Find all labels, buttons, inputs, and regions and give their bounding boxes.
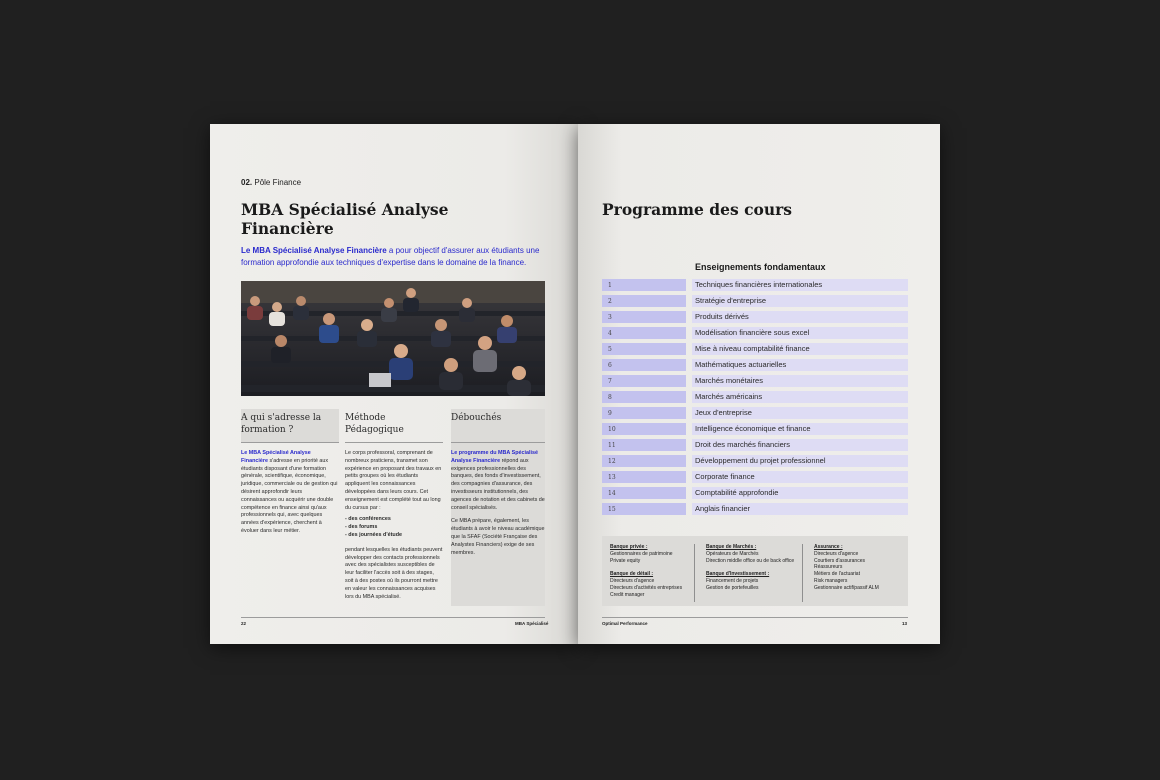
section-label: 02. Pôle Finance xyxy=(241,178,302,187)
course-row xyxy=(602,359,908,371)
course-row xyxy=(602,423,908,435)
careers-text-continued: Ce MBA prépare, également, les étudiants à avoir le niveau académique que la SFAF (Société Française des Analystes Financiers) exige de ses membres. xyxy=(451,518,545,556)
page-title: MBA Spécialisé Analyse Financière xyxy=(241,200,449,238)
course-name: Intelligence économique et finance xyxy=(692,423,908,435)
audience-text: Le MBA Spécialisé Analyse Financière s'adresse en priorité aux étudiants disposant d'une formation générale, scientifique, économique, juridique, commerciale ou de gestion qui désirent approfondir leurs connaissances ou acquérir une double compétence en finance ainsi qu'aux professionnels qui, avec quelques années d'expérience, cherchent à évoluer dans leur métier. xyxy=(241,450,338,534)
careers-col-insurance: Assurance : Directeurs d'agence Courtiers d'assurances Réassureurs Métiers de l'actuariat Risk managers Gestionnaire actif/passif ALM xyxy=(814,544,879,591)
course-row xyxy=(602,455,908,467)
course-row xyxy=(602,503,908,515)
method-text-continued: pendant lesquelles les étudiants peuvent développer des contacts professionnels avec des spécialistes susceptibles de leur faciliter l'accès soit à des stages, soit à des postes où ils pourront mettre en valeur les connaissances acquises lors du MBA spécialisé. xyxy=(345,546,443,600)
audience-heading: A qui s'adresse la formation ? xyxy=(241,409,339,443)
course-row xyxy=(602,487,908,499)
course-number: 4 xyxy=(602,327,686,339)
method-list-item: - des forums xyxy=(345,524,378,531)
course-number: 10 xyxy=(602,423,686,435)
course-number: 7 xyxy=(602,375,686,387)
course-name: Mathématiques actuarielles xyxy=(692,359,908,371)
info-columns xyxy=(241,409,545,606)
page-number: 13 xyxy=(902,621,908,626)
course-row xyxy=(602,311,908,323)
course-row xyxy=(602,295,908,307)
course-name: Modélisation financière sous excel xyxy=(692,327,908,339)
course-number: 9 xyxy=(602,407,686,419)
careers-box xyxy=(602,536,908,606)
careers-text: Le programme du MBA Spécialisé Analyse Financière répond aux exigences professionnelles des banques, des fonds d'investissement, des compagnies d'assurance, des investisseurs institutionnels, des agences de notation et des cabinets de conseil spécialisés. Ce MBA prépare, également, les étudiants à avoir le niveau académique que la SFAF (Société Française des Analystes Financiers) exige de ses membres. xyxy=(451,450,545,556)
course-number: 15 xyxy=(602,503,686,515)
course-name: Marchés monétaires xyxy=(692,375,908,387)
careers-column xyxy=(451,409,545,606)
course-number: 3 xyxy=(602,311,686,323)
course-name: Comptabilité approfondie xyxy=(692,487,908,499)
course-row xyxy=(602,439,908,451)
method-list-item: - des conférences xyxy=(345,516,391,523)
course-name: Anglais financier xyxy=(692,503,908,515)
course-name: Droit des marchés financiers xyxy=(692,439,908,451)
course-row xyxy=(602,327,908,339)
course-number: 2 xyxy=(602,295,686,307)
right-page xyxy=(578,124,940,644)
careers-divider xyxy=(802,544,803,602)
footer-label: Optimal Performance xyxy=(602,621,648,626)
method-text: Le corps professoral, comprenant de nombreux praticiens, transmet son expérience en proposant des travaux en petits groupes où les étudiants appliquent les connaissances développées dans leurs cours. Cet enseignement est complété tout au long du cursus par : - des conférences - des forums - des journées d'étude pendant lesquelles les étudiants peuvent développer des contacts professionnels avec des spécialistes susceptibles de leur faciliter l'accès soit à des stages, soit à des postes où ils pourront mettre en valeur les connaissances acquises lors du MBA spécialisé. xyxy=(345,450,443,600)
course-name: Techniques financières internationales xyxy=(692,279,908,291)
course-number: 8 xyxy=(602,391,686,403)
program-title: Programme des cours xyxy=(602,200,793,219)
course-name: Mise à niveau comptabilité finance xyxy=(692,343,908,355)
course-row xyxy=(602,279,908,291)
page-number: 22 xyxy=(241,621,247,626)
method-column xyxy=(345,409,443,606)
course-number: 12 xyxy=(602,455,686,467)
course-row xyxy=(602,471,908,483)
audience-column xyxy=(241,409,339,606)
course-name: Développement du projet professionnel xyxy=(692,455,908,467)
careers-heading: Débouchés xyxy=(451,409,545,443)
course-row xyxy=(602,407,908,419)
method-heading: Méthode Pédagogique xyxy=(345,409,443,443)
course-name: Marchés américains xyxy=(692,391,908,403)
careers-col-private-retail: Banque privée : Gestionnaires de patrimoine Private equity Banque de détail : Directeurs d'agence Directeurs d'activités entreprises Credit manager xyxy=(610,544,683,598)
course-number: 11 xyxy=(602,439,686,451)
course-name: Stratégie d'entreprise xyxy=(692,295,908,307)
course-name: Corporate finance xyxy=(692,471,908,483)
left-page xyxy=(210,124,578,644)
course-row xyxy=(602,375,908,387)
course-number: 14 xyxy=(602,487,686,499)
course-number: 5 xyxy=(602,343,686,355)
course-number: 1 xyxy=(602,279,686,291)
intro-text: Le MBA Spécialisé Analyse Financière a pour objectif d'assurer aux étudiants une formation approfondie aux techniques d'expertise dans le domaine de la finance. xyxy=(241,246,540,267)
footer-label: MBA Spécialisé xyxy=(515,621,549,626)
footer-rule xyxy=(602,617,908,618)
course-number: 13 xyxy=(602,471,686,483)
footer-rule xyxy=(241,617,545,618)
course-number: 6 xyxy=(602,359,686,371)
course-name: Produits dérivés xyxy=(692,311,908,323)
course-name: Jeux d'entreprise xyxy=(692,407,908,419)
course-row xyxy=(602,391,908,403)
careers-divider xyxy=(694,544,695,602)
classroom-photo xyxy=(241,281,545,396)
course-row xyxy=(602,343,908,355)
method-list-item: - des journées d'étude xyxy=(345,531,402,538)
program-subtitle: Enseignements fondamentaux xyxy=(695,262,826,272)
careers-col-markets-investment: Banque de Marchés : Opérateurs de Marchés Direction middle office ou de back office Banque d'Investissement : Financement de projets Gestion de portefeuilles xyxy=(706,544,795,591)
